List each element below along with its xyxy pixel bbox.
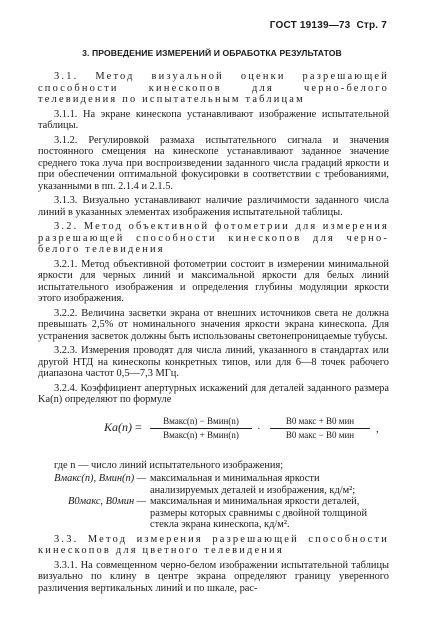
formula-lhs-symbol: Kа(n) <box>104 419 132 434</box>
paragraph-3-2-2: 3.2.2. Величина засветки экрана от внешних источников света не должна превышать 2,5% от номинального значения яркости экрана кинескопа. Для устранения засветок должны быть использованы светонепроницаемые тубусы. <box>38 307 389 342</box>
fraction-1-denominator: Bмакс(n) + Bмин(n) <box>163 430 239 440</box>
page-number: Стр. 7 <box>356 20 387 31</box>
paragraph-3-2-3: 3.2.3. Измерения проводят для числа линий, указанного в стандартах или другой НТД на кинескопы конкретных типов, или для 6—8 точек рабочего диапазона частот 0,5—7,3 МГц. <box>38 345 389 379</box>
formula-comma: , <box>376 422 379 435</box>
paragraph-3-1-2: 3.1.2. Регулировкой размаха испытательного сигнала и значения постоянного смещения на кинескопе устанавливают заданное значение среднего тока луча при воспроизведении заданного числа градаций яркости и при обеспечении оптимальной фокусировки в соответствии с требованиями, указанными в пп. 2.1.4 и 2.1.5. <box>38 134 389 192</box>
section-title: 3. ПРОВЕДЕНИЕ ИЗМЕРЕНИЙ И ОБРАБОТКА РЕЗУЛЬТАТОВ <box>82 48 342 58</box>
definition-description: максимальная и минимальная яркости анализируемых деталей и изображения, кд/м²; <box>150 473 356 496</box>
paragraph-3-3-1: 3.3.1. На совмещенном черно-белом изображении испытательной таблицы визуально по клину в центре экрана определяют границу уверенного различения вертикальных линий и по шкале, рас- <box>38 559 389 594</box>
formula-multiply: · <box>257 422 261 435</box>
definition-term: B0макс, B0мин — <box>67 496 146 507</box>
document-body <box>38 71 389 597</box>
where-line: где n — число линий испытательного изображения; <box>54 459 284 471</box>
definition-row <box>38 496 389 531</box>
standard-number: ГОСТ 19139—73 <box>269 20 351 31</box>
formula-fraction-2 <box>270 416 370 442</box>
paragraph-3-1-1: 3.1.1. На экране кинескопа устанавливают изображение испытательной таблицы. <box>38 108 389 131</box>
formula-equals: = <box>135 419 142 434</box>
paragraph-3-2-4: 3.2.4. Коэффициент апертурных искажений для деталей заданного размера Kа(n) определяют по формуле <box>38 382 389 405</box>
paragraph-3-1-3: 3.1.3. Визуально устанавливают наличие различимости заданного числа линий в указанных элементах изображения испытательной таблицы. <box>38 195 389 218</box>
paragraph-3-2: 3.2. Метод объективной фотометрии для измерения разрешающей способности кинескопов для черно-белого телевидения <box>38 221 389 255</box>
formula-lhs <box>104 419 142 434</box>
fraction-1-numerator: Bмакс(n) − Bмин(n) <box>150 416 252 430</box>
definition-row <box>38 473 389 496</box>
formula <box>38 410 389 458</box>
fraction-2-denominator: B0 макс − B0 мин <box>285 430 355 440</box>
formula-fraction-1 <box>150 416 252 442</box>
paragraph-3-3: 3.3. Метод измерения разрешающей способности кинескопов для цветного телевидения <box>38 533 389 556</box>
definitions-list <box>38 473 389 531</box>
definition-description: максимальная и минимальная яркости деталей, размеры которых сравнимы с двойной толщиной стекла экрана кинескопа, кд/м². <box>150 496 367 530</box>
definition-term: Bмакс(n), Bмин(n) — <box>54 473 146 484</box>
page-header <box>270 20 387 31</box>
fraction-2-numerator: B0 макс + B0 мин <box>270 416 370 430</box>
paragraph-3-1: 3.1. Метод визуальной оценки разрешающей способности кинескопов для черно-белого телевидения по испытательным таблицам <box>38 71 389 105</box>
paragraph-3-2-1: 3.2.1. Метод объективной фотометрии состоит в измерении минимальной яркости для черных линий и максимальной яркости для белых линий испытательного изображения и определения глубины модуляции яркости этого изображения. <box>38 258 389 304</box>
